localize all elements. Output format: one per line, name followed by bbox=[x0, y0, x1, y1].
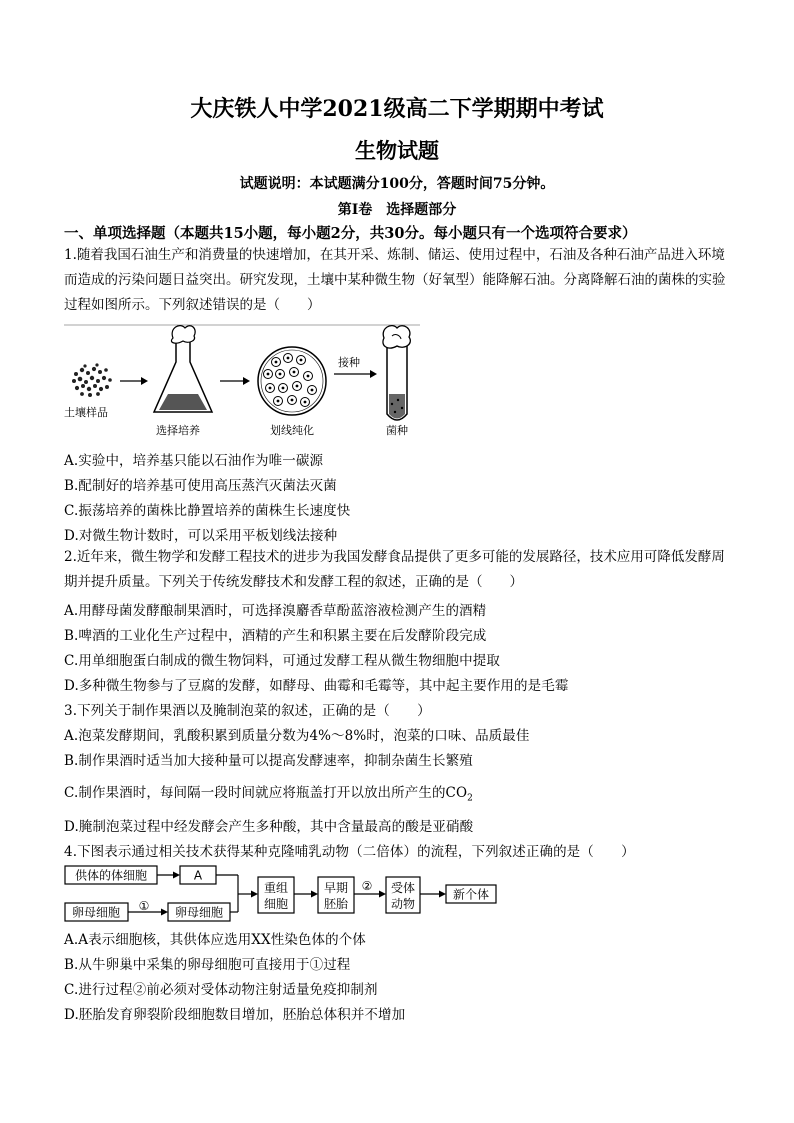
q3-option-c-text: C.制作果酒时，每间隔一段时间就应将瓶盖打开以放出所产生的CO bbox=[64, 785, 468, 801]
section-heading: 一、单项选择题（本题共15小题，每小题2分，共30分。每小题只有一个选项符合要求） bbox=[64, 225, 637, 242]
co2-subscript: 2 bbox=[467, 793, 473, 804]
part-title: 第Ⅰ卷 选择题部分 bbox=[337, 202, 457, 218]
recon-cell-label-2: 细胞 bbox=[263, 897, 289, 911]
q2-stem: 2.近年来，微生物学和发酵工程技术的进步为我国发酵食品提供了更多可能的发展路径，技术应用可降低发酵周期并提升质量。下列关于传统发酵技术和发酵工程的叙述，正确的是（ ） bbox=[64, 549, 725, 590]
plate-label: 划线纯化 bbox=[270, 424, 314, 437]
test-tube-icon bbox=[383, 326, 410, 420]
q2-option-c: C.用单细胞蛋白制成的微生物饲料，可通过发酵工程从微生物细胞中提取 bbox=[64, 653, 500, 669]
step1-marker: ① bbox=[138, 899, 150, 913]
petri-dish-icon bbox=[258, 347, 326, 415]
embryo-label-2: 胚胎 bbox=[323, 897, 349, 911]
q2-option-b: B.啤酒的工业化生产过程中，酒精的产生和积累主要在后发酵阶段完成 bbox=[64, 628, 487, 644]
q4-option-c: C.进行过程②前必须对受体动物注射适量免疫抑制剂 bbox=[64, 982, 378, 998]
inoculate-label: 接种 bbox=[338, 356, 360, 369]
recipient-label-1: 受体 bbox=[390, 881, 416, 895]
q4-flow-diagram bbox=[64, 865, 504, 923]
q3-stem: 3.下列关于制作果酒以及腌制泡菜的叙述，正确的是（ ） bbox=[64, 703, 431, 719]
q1-option-a: A.实验中，培养基只能以石油作为唯一碳源 bbox=[64, 453, 324, 469]
exam-instructions: 试题说明：本试题满分100分，答题时间75分钟。 bbox=[239, 176, 555, 192]
strain-label: 菌种 bbox=[386, 424, 408, 437]
donor-cell-label: 供体的体细胞 bbox=[74, 868, 148, 883]
soil-label: 土壤样品 bbox=[64, 406, 108, 419]
q3-option-a: A.泡菜发酵期间，乳酸积累到质量分数为4%～8%时，泡菜的口味、品质最佳 bbox=[64, 728, 530, 744]
q4-option-a: A.A表示细胞核，其供体应选用XX性染色体的个体 bbox=[64, 932, 366, 948]
flask-label: 选择培养 bbox=[156, 424, 200, 437]
q3-option-c bbox=[64, 781, 473, 804]
new-individual-label: 新个体 bbox=[452, 887, 490, 902]
q3-option-d: D.腌制泡菜过程中经发酵会产生多种酸，其中含量最高的酸是亚硝酸 bbox=[64, 819, 474, 835]
q4-option-b: B.从牛卵巢中采集的卵母细胞可直接用于①过程 bbox=[64, 957, 351, 973]
q4-stem: 4.下图表示通过相关技术获得某种克隆哺乳动物（二倍体）的流程，下列叙述正确的是（ ） bbox=[64, 844, 635, 860]
box-a-label: A bbox=[193, 868, 203, 883]
recipient-label-2: 动物 bbox=[390, 897, 416, 911]
soil-sample-icon bbox=[72, 363, 112, 397]
embryo-label-1: 早期 bbox=[323, 881, 349, 895]
q4-option-d: D.胚胎发育卵裂阶段细胞数目增加，胚胎总体积并不增加 bbox=[64, 1007, 406, 1023]
q2-option-a: A.用酵母菌发酵酿制果酒时，可选择溴麝香草酚蓝溶液检测产生的酒精 bbox=[64, 603, 487, 619]
step2-marker: ② bbox=[361, 879, 373, 893]
q1-figure bbox=[64, 324, 420, 444]
q1-option-d: D.对微生物计数时，可以采用平板划线法接种 bbox=[64, 528, 338, 544]
q1-option-b: B.配制好的培养基可使用高压蒸汽灭菌法灭菌 bbox=[64, 478, 337, 494]
subject-title: 生物试题 bbox=[355, 138, 439, 163]
q2-option-d: D.多种微生物参与了豆腐的发酵，如酵母、曲霉和毛霉等，其中起主要作用的是毛霉 bbox=[64, 678, 569, 694]
oocyte-right-label: 卵母细胞 bbox=[174, 905, 224, 920]
q1-option-c: C.振荡培养的菌株比静置培养的菌株生长速度快 bbox=[64, 503, 351, 519]
q3-option-b: B.制作果酒时适当加大接种量可以提高发酵速率，抑制杂菌生长繁殖 bbox=[64, 753, 473, 769]
school-exam-title: 大庆铁人中学2021级高二下学期期中考试 bbox=[190, 96, 604, 122]
q1-stem: 1.随着我国石油生产和消费量的快速增加，在其开采、炼制、储运、使用过程中，石油及各种石油产品进入环境而造成的污染问题日益突出。研究发现，土壤中某种微生物（好氧型）能降解石油。分离降解石油的菌株的实验过程如图所示。下列叙述错误的是（ ） bbox=[64, 247, 726, 313]
flask-icon bbox=[154, 326, 212, 412]
oocyte-left-label: 卵母细胞 bbox=[71, 905, 121, 920]
recon-cell-label-1: 重组 bbox=[263, 881, 289, 895]
